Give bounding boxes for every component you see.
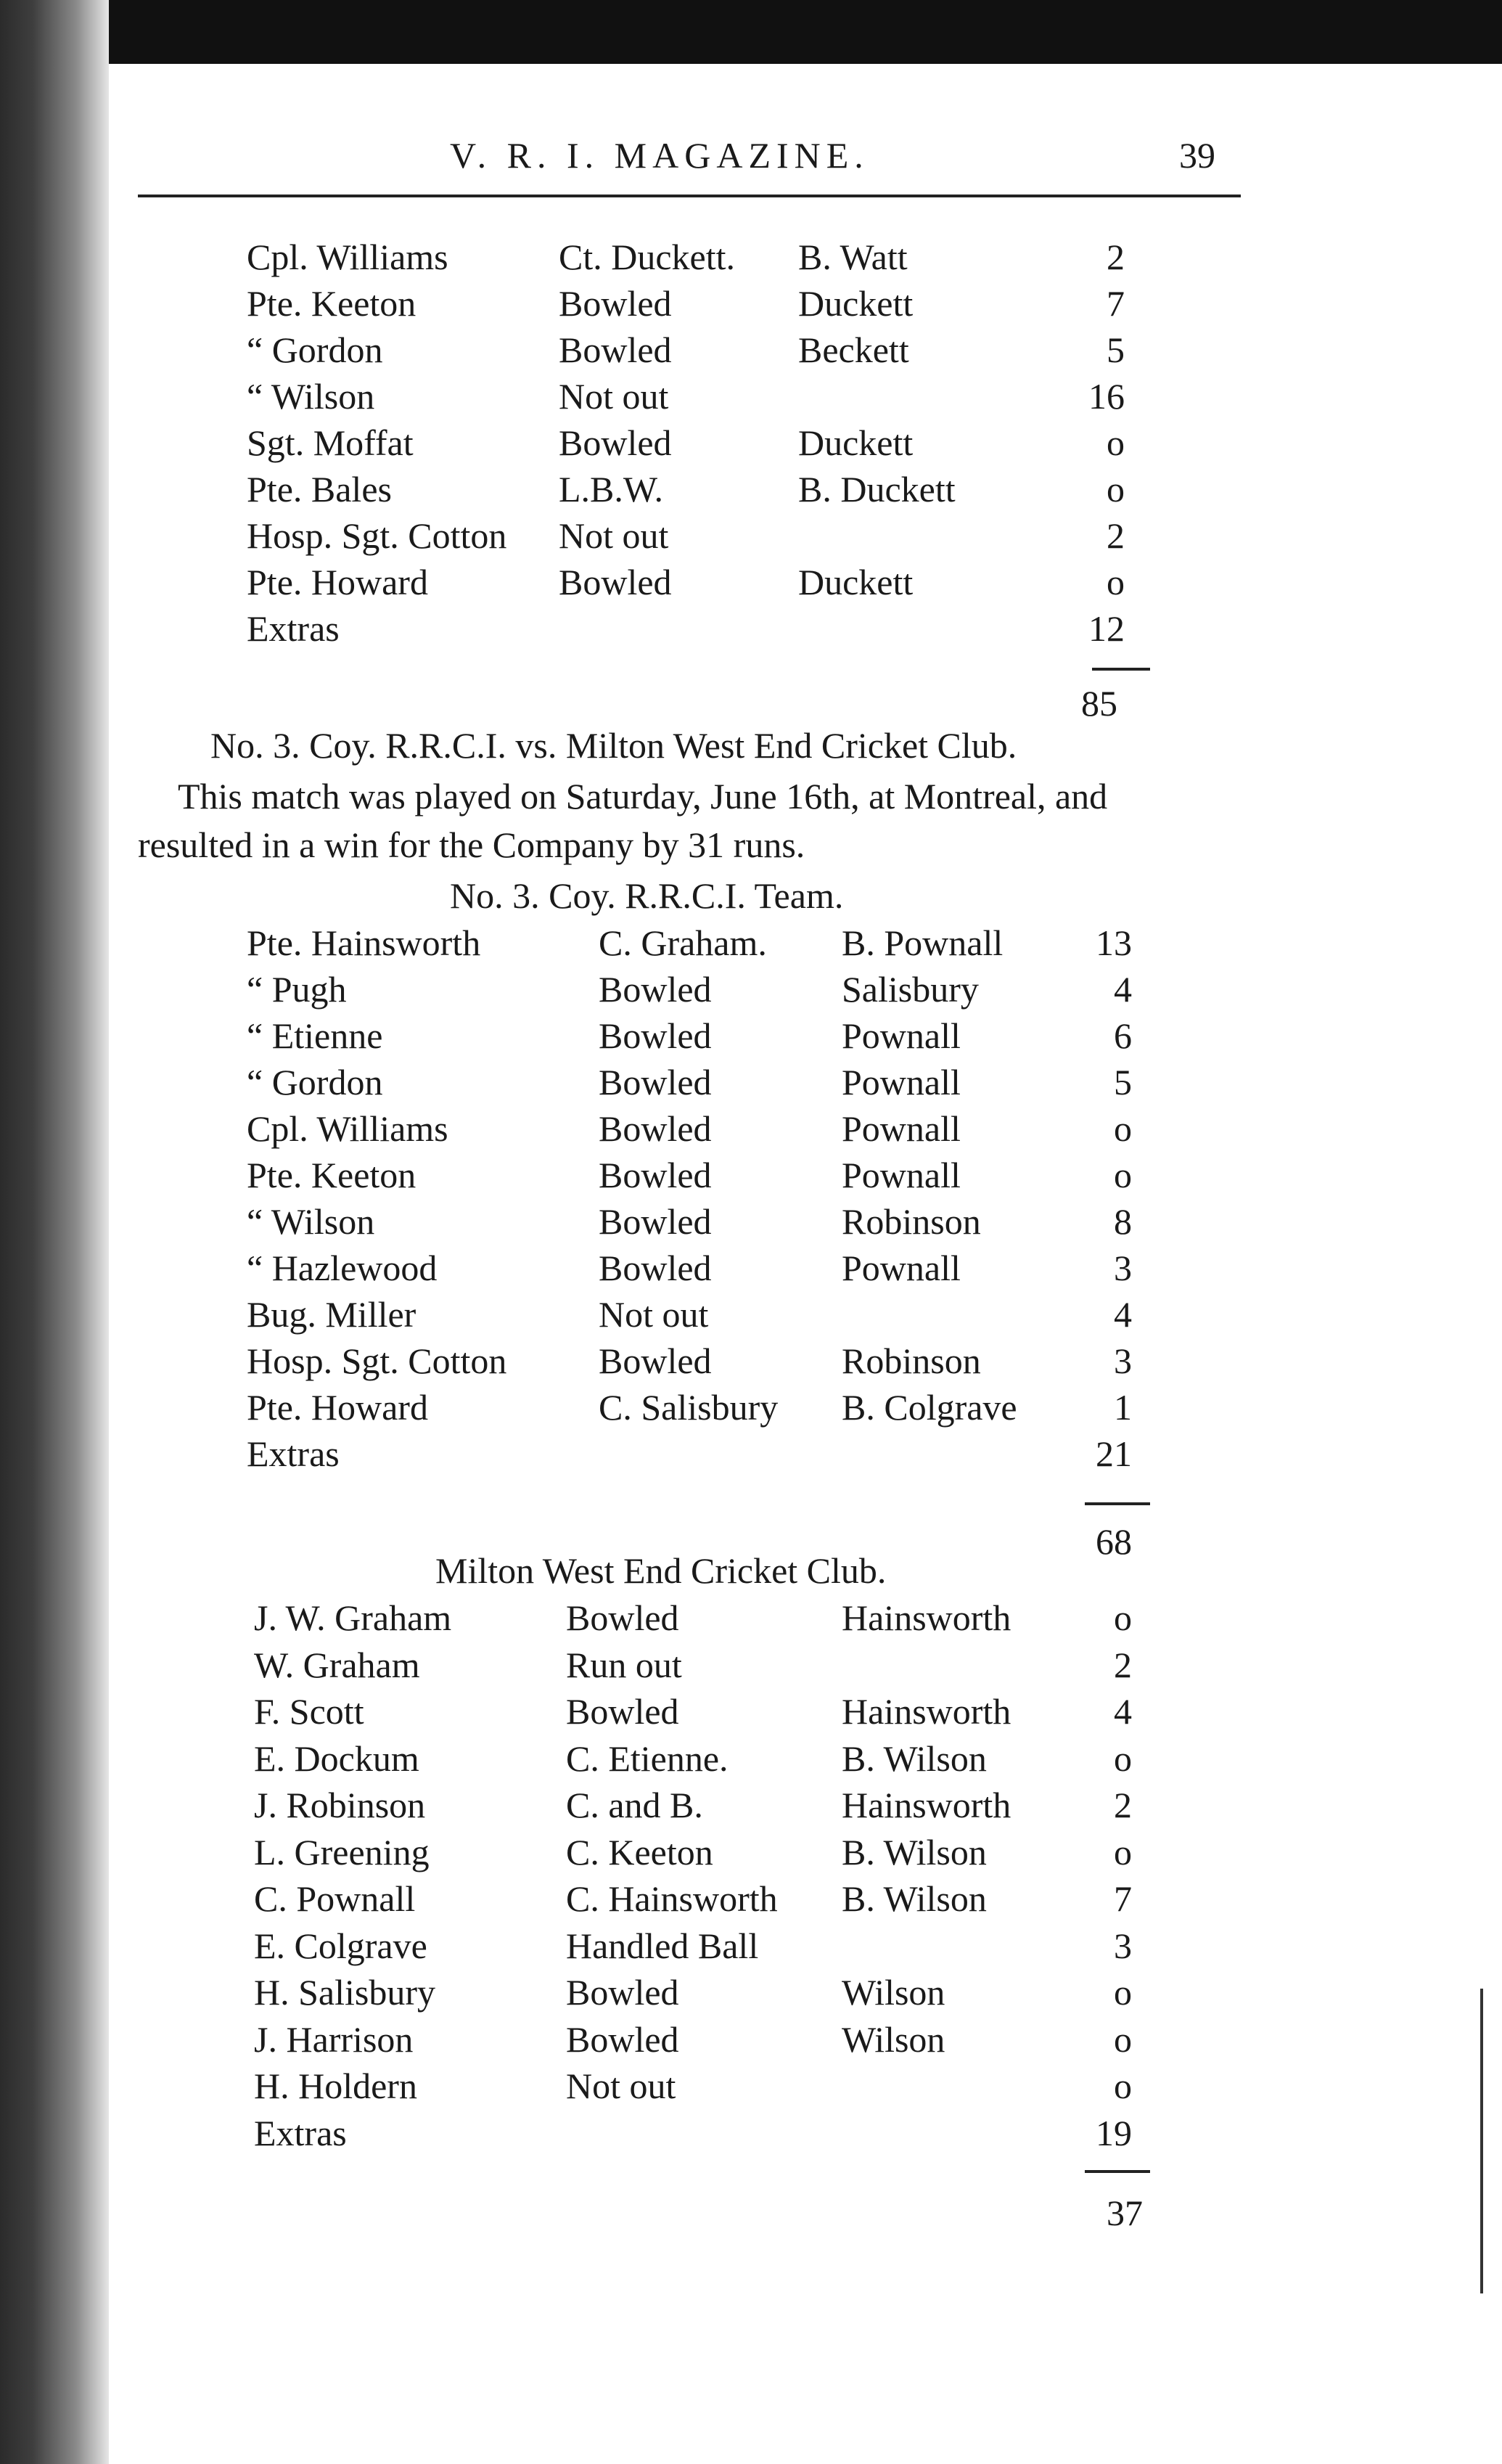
- dismissal: Bowled: [599, 1248, 712, 1288]
- dismissal: Not out: [559, 515, 669, 556]
- dismissal: Bowled: [566, 1691, 679, 1732]
- table-row: [0, 1738, 1306, 1784]
- table-row: [0, 1154, 1306, 1200]
- table-row: [0, 1644, 1306, 1690]
- runs: 16: [1088, 376, 1125, 417]
- runs: 2: [1114, 1785, 1132, 1825]
- total-rule-3: [1085, 2170, 1150, 2173]
- runs: 7: [1114, 1878, 1132, 1919]
- runs: o: [1107, 469, 1125, 509]
- runs: 2: [1114, 1644, 1132, 1685]
- player-name: H. Holdern: [254, 2066, 417, 2106]
- table-row: [0, 1386, 1306, 1433]
- player-name: F. Scott: [254, 1691, 364, 1732]
- dismissal: Not out: [599, 1294, 709, 1335]
- team2-title: Milton West End Cricket Club.: [435, 1550, 887, 1591]
- runs: 5: [1107, 330, 1125, 370]
- table-row: [0, 515, 1306, 561]
- table-row: [0, 922, 1306, 968]
- dismissal: Bowled: [599, 1108, 712, 1149]
- table-row: [0, 1293, 1306, 1340]
- table-row: [0, 2018, 1306, 2065]
- player-name: Hosp. Sgt. Cotton: [247, 1341, 507, 1381]
- dismissal: Bowled: [559, 330, 672, 370]
- table-row: [0, 1247, 1306, 1293]
- player-name: “ Gordon: [247, 330, 383, 370]
- runs: o: [1114, 1597, 1132, 1638]
- match-description-line-1: This match was played on Saturday, June 16th, at Montreal, and: [178, 776, 1108, 816]
- runs: o: [1114, 1831, 1132, 1872]
- table-row: [0, 1925, 1306, 1971]
- bowler: Duckett: [798, 283, 914, 324]
- table-row: [0, 1831, 1306, 1878]
- runs: 8: [1114, 1201, 1132, 1242]
- table-row: [0, 1690, 1306, 1737]
- page-header-title: V. R. I. MAGAZINE.: [450, 135, 869, 176]
- dismissal: C. Keeton: [566, 1831, 713, 1872]
- player-name: Pte. Howard: [247, 1387, 428, 1428]
- player-name: J. Robinson: [254, 1785, 426, 1825]
- runs: 19: [1096, 2112, 1132, 2153]
- runs: 3: [1114, 1925, 1132, 1966]
- runs: 7: [1107, 283, 1125, 324]
- bowler: Duckett: [798, 422, 914, 463]
- bowler: Pownall: [842, 1108, 961, 1149]
- dismissal: Bowled: [599, 1341, 712, 1381]
- runs: 4: [1114, 1294, 1132, 1335]
- dismissal: Not out: [559, 376, 669, 417]
- match-title: No. 3. Coy. R.R.C.I. vs. Milton West End Cricket Club.: [210, 725, 1017, 766]
- player-name: J. W. Graham: [254, 1597, 452, 1638]
- runs: o: [1107, 422, 1125, 463]
- player-name: Sgt. Moffat: [247, 422, 414, 463]
- runs: o: [1114, 2018, 1132, 2060]
- dismissal: C. Graham.: [599, 922, 767, 963]
- table-row: [0, 607, 1306, 654]
- table-row: [0, 282, 1306, 329]
- player-name: Pte. Keeton: [247, 1155, 416, 1195]
- team1-title: No. 3. Coy. R.R.C.I. Team.: [450, 875, 844, 916]
- player-name: “ Etienne: [247, 1015, 383, 1056]
- table-row: [0, 1597, 1306, 1643]
- bowler: Salisbury: [842, 969, 979, 1010]
- bowler: Wilson: [842, 1972, 945, 2013]
- bowler: Pownall: [842, 1248, 961, 1288]
- dismissal: Bowled: [599, 969, 712, 1010]
- dismissal: Bowled: [566, 2018, 679, 2060]
- table-row: [0, 329, 1306, 375]
- dismissal: Bowled: [599, 1155, 712, 1195]
- section1-total: 85: [1081, 683, 1117, 724]
- bowler: Hainsworth: [842, 1597, 1011, 1638]
- page-edge-mark: [1480, 1989, 1483, 2293]
- table-row: [0, 1061, 1306, 1108]
- runs: o: [1114, 1738, 1132, 1779]
- table-row: [0, 1784, 1306, 1830]
- table-row: [0, 1878, 1306, 1924]
- dismissal: Run out: [566, 1644, 682, 1685]
- player-name: Cpl. Williams: [247, 1108, 448, 1149]
- bowler: Hainsworth: [842, 1785, 1011, 1825]
- bowler: B. Wilson: [842, 1831, 987, 1872]
- player-name: Bug. Miller: [247, 1294, 416, 1335]
- table-row: [0, 2112, 1306, 2158]
- dismissal: Bowled: [599, 1015, 712, 1056]
- bowler: Robinson: [842, 1201, 981, 1242]
- table-row: [0, 968, 1306, 1015]
- dismissal: Ct. Duckett.: [559, 237, 736, 277]
- table-row: [0, 2065, 1306, 2111]
- team1-total: 68: [1096, 1521, 1132, 1562]
- runs: 2: [1107, 237, 1125, 277]
- runs: o: [1114, 1972, 1132, 2013]
- player-name: “ Gordon: [247, 1062, 383, 1102]
- player-name: C. Pownall: [254, 1878, 416, 1919]
- dismissal: Bowled: [599, 1201, 712, 1242]
- match-description-line-2: resulted in a win for the Company by 31 runs.: [138, 824, 805, 865]
- player-name: L. Greening: [254, 1831, 430, 1872]
- table-row: [0, 1971, 1306, 2018]
- player-name: Hosp. Sgt. Cotton: [247, 515, 507, 556]
- player-name: Pte. Bales: [247, 469, 392, 509]
- runs: o: [1114, 1108, 1132, 1149]
- table-row: [0, 1015, 1306, 1061]
- bowler: B. Colgrave: [842, 1387, 1017, 1428]
- table-row: [0, 1200, 1306, 1247]
- player-name: Pte. Hainsworth: [247, 922, 481, 963]
- bowler: Pownall: [842, 1155, 961, 1195]
- bowler: Pownall: [842, 1015, 961, 1056]
- table-row: [0, 561, 1306, 607]
- table-row: [0, 468, 1306, 515]
- table-row: [0, 1340, 1306, 1386]
- player-name: Extras: [254, 2112, 347, 2153]
- total-rule-1: [1092, 668, 1150, 671]
- dismissal: Bowled: [566, 1972, 679, 2013]
- bowler: B. Watt: [798, 237, 908, 277]
- bowler: Pownall: [842, 1062, 961, 1102]
- header-rule: [138, 195, 1241, 197]
- runs: 5: [1114, 1062, 1132, 1102]
- runs: 2: [1107, 515, 1125, 556]
- player-name: Pte. Keeton: [247, 283, 416, 324]
- dismissal: C. and B.: [566, 1785, 703, 1825]
- dismissal: Bowled: [559, 283, 672, 324]
- dismissal: L.B.W.: [559, 469, 663, 509]
- runs: 13: [1096, 922, 1132, 963]
- player-name: Cpl. Williams: [247, 237, 448, 277]
- team2-total: 37: [1107, 2193, 1143, 2233]
- runs: 4: [1114, 1691, 1132, 1732]
- bowler: Robinson: [842, 1341, 981, 1381]
- bowler: B. Duckett: [798, 469, 956, 509]
- bowler: Beckett: [798, 330, 909, 370]
- table-row: [0, 422, 1306, 468]
- runs: 12: [1088, 608, 1125, 649]
- table-row: [0, 375, 1306, 422]
- bowler: B. Wilson: [842, 1738, 987, 1779]
- bowler: Hainsworth: [842, 1691, 1011, 1732]
- dismissal: Bowled: [566, 1597, 679, 1638]
- bowler: Duckett: [798, 562, 914, 602]
- runs: 1: [1114, 1387, 1132, 1428]
- dismissal: C. Salisbury: [599, 1387, 779, 1428]
- runs: 3: [1114, 1248, 1132, 1288]
- runs: o: [1114, 2066, 1132, 2106]
- bowler: B. Pownall: [842, 922, 1004, 963]
- player-name: H. Salisbury: [254, 1972, 435, 2013]
- total-rule-2: [1085, 1502, 1150, 1505]
- player-name: “ Wilson: [247, 1201, 375, 1242]
- player-name: W. Graham: [254, 1644, 420, 1685]
- runs: o: [1114, 1155, 1132, 1195]
- dismissal: Handled Ball: [566, 1925, 759, 1966]
- bowler: Wilson: [842, 2018, 945, 2060]
- dismissal: Bowled: [559, 422, 672, 463]
- dismissal: C. Hainsworth: [566, 1878, 778, 1919]
- player-name: Extras: [247, 608, 340, 649]
- player-name: Extras: [247, 1433, 340, 1474]
- runs: 6: [1114, 1015, 1132, 1056]
- runs: 21: [1096, 1433, 1132, 1474]
- player-name: E. Colgrave: [254, 1925, 427, 1966]
- dismissal: C. Etienne.: [566, 1738, 729, 1779]
- page-number: 39: [1179, 135, 1215, 176]
- runs: o: [1107, 562, 1125, 602]
- bowler: B. Wilson: [842, 1878, 987, 1919]
- dismissal: Bowled: [559, 562, 672, 602]
- table-row: [0, 1433, 1306, 1479]
- runs: 4: [1114, 969, 1132, 1010]
- player-name: “ Hazlewood: [247, 1248, 438, 1288]
- page-top-edge: [0, 0, 1502, 64]
- player-name: J. Harrison: [254, 2018, 414, 2060]
- dismissal: Not out: [566, 2066, 676, 2106]
- player-name: “ Pugh: [247, 969, 347, 1010]
- player-name: “ Wilson: [247, 376, 375, 417]
- player-name: E. Dockum: [254, 1738, 419, 1779]
- runs: 3: [1114, 1341, 1132, 1381]
- table-row: [0, 1108, 1306, 1154]
- dismissal: Bowled: [599, 1062, 712, 1102]
- table-row: [0, 236, 1306, 282]
- player-name: Pte. Howard: [247, 562, 428, 602]
